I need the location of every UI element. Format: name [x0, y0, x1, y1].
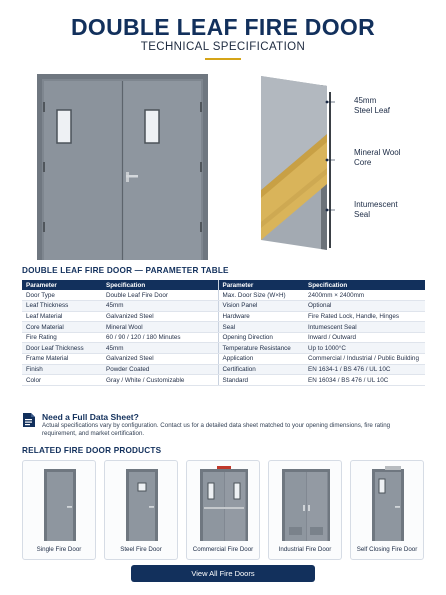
page-subtitle: TECHNICAL SPECIFICATION — [140, 41, 306, 53]
parameter-cell: Vision Panel — [218, 301, 304, 312]
column-header: Specification — [102, 280, 218, 290]
product-card-steel-fire-door[interactable] — [104, 460, 178, 560]
title-divider — [205, 58, 241, 60]
specification-cell: EN 1634-1 / BS 476 / UL 10C — [304, 364, 425, 375]
data-sheet-text: Actual specifications vary by configuration. Contact us for a detailed data sheet matched to your opening dimensions, fire rating requirement, and market certification. — [42, 422, 391, 437]
specification-cell: 45mm — [102, 301, 218, 312]
specification-cell: Optional — [304, 301, 425, 312]
door-cross-section-image — [255, 72, 335, 252]
data-sheet-note — [22, 412, 426, 440]
parameter-cell: Standard — [218, 375, 304, 386]
specification-cell: Galvanized Steel — [102, 354, 218, 365]
product-card-industrial-fire-door[interactable] — [268, 460, 342, 560]
view-all-fire-doors-button[interactable]: View All Fire Doors — [131, 565, 315, 582]
parameter-cell: Finish — [22, 364, 102, 375]
steel-leaf-callout: 45mm Steel Leaf — [354, 96, 391, 115]
specification-cell: Double Leaf Fire Door — [102, 290, 218, 301]
table-header-row — [22, 280, 425, 290]
mineral-wool-callout: Mineral Wool Core — [354, 148, 401, 167]
specification-cell: EN 16034 / BS 476 / UL 10C — [304, 375, 425, 386]
hero-illustration — [0, 64, 446, 264]
column-header: Specification — [304, 280, 425, 290]
related-products-title: RELATED FIRE DOOR PRODUCTS — [22, 446, 162, 455]
specification-cell: Fire Rated Lock, Handle, Hinges — [304, 311, 425, 322]
data-sheet-title: Need a Full Data Sheet? — [42, 412, 139, 422]
product-label: Self Closing Fire Door — [356, 546, 418, 553]
page-title: DOUBLE LEAF FIRE DOOR — [70, 14, 376, 40]
specification-cell: Mineral Wool — [102, 322, 218, 333]
table-row — [22, 343, 425, 354]
table-row — [22, 301, 425, 312]
specification-cell: Galvanized Steel — [102, 311, 218, 322]
table-row — [22, 375, 425, 386]
product-label: Steel Fire Door — [120, 546, 162, 553]
parameter-cell: Temperature Resistance — [218, 343, 304, 354]
specification-cell: Commercial / Industrial / Public Building — [304, 354, 425, 365]
product-card-self-closing-fire-door[interactable] — [350, 460, 424, 560]
specification-cell: 60 / 90 / 120 / 180 Minutes — [102, 332, 218, 343]
table-row — [22, 311, 425, 322]
product-label: Industrial Fire Door — [278, 546, 332, 553]
product-label: Single Fire Door — [36, 546, 82, 553]
specification-cell: Up to 1000°C — [304, 343, 425, 354]
column-header: Parameter — [218, 280, 304, 290]
parameter-cell: Door Type — [22, 290, 102, 301]
parameter-cell: Max. Door Size (W×H) — [218, 290, 304, 301]
table-row — [22, 322, 425, 333]
specification-cell: 45mm — [102, 343, 218, 354]
parameter-cell: Leaf Thickness — [22, 301, 102, 312]
specification-cell: Inward / Outward — [304, 332, 425, 343]
specification-cell: Gray / White / Customizable — [102, 375, 218, 386]
specification-cell: Intumescent Seal — [304, 322, 425, 333]
parameter-cell: Seal — [218, 322, 304, 333]
product-card-single-fire-door[interactable] — [22, 460, 96, 560]
parameter-cell: Frame Material — [22, 354, 102, 365]
parameter-cell: Application — [218, 354, 304, 365]
parameter-table — [22, 280, 425, 386]
parameter-cell: Core Material — [22, 322, 102, 333]
product-label: Commercial Fire Door — [192, 546, 254, 553]
parameter-cell: Fire Rating — [22, 332, 102, 343]
parameter-cell: Opening Direction — [218, 332, 304, 343]
parameter-cell: Door Leaf Thickness — [22, 343, 102, 354]
specification-cell: Powder Coated — [102, 364, 218, 375]
table-row — [22, 354, 425, 365]
parameter-cell: Color — [22, 375, 102, 386]
parameter-cell: Certification — [218, 364, 304, 375]
double-leaf-door-image — [35, 72, 210, 262]
table-title: DOUBLE LEAF FIRE DOOR — PARAMETER TABLE — [22, 266, 229, 275]
table-row — [22, 332, 425, 343]
table-row — [22, 290, 425, 301]
document-icon — [22, 412, 36, 428]
column-header: Parameter — [22, 280, 102, 290]
parameter-cell: Leaf Material — [22, 311, 102, 322]
parameter-cell: Hardware — [218, 311, 304, 322]
specification-cell: 2400mm × 2400mm — [304, 290, 425, 301]
intumescent-seal-callout: Intumescent Seal — [354, 200, 398, 219]
table-row — [22, 364, 425, 375]
product-card-commercial-fire-door[interactable] — [186, 460, 260, 560]
related-products — [22, 460, 426, 560]
